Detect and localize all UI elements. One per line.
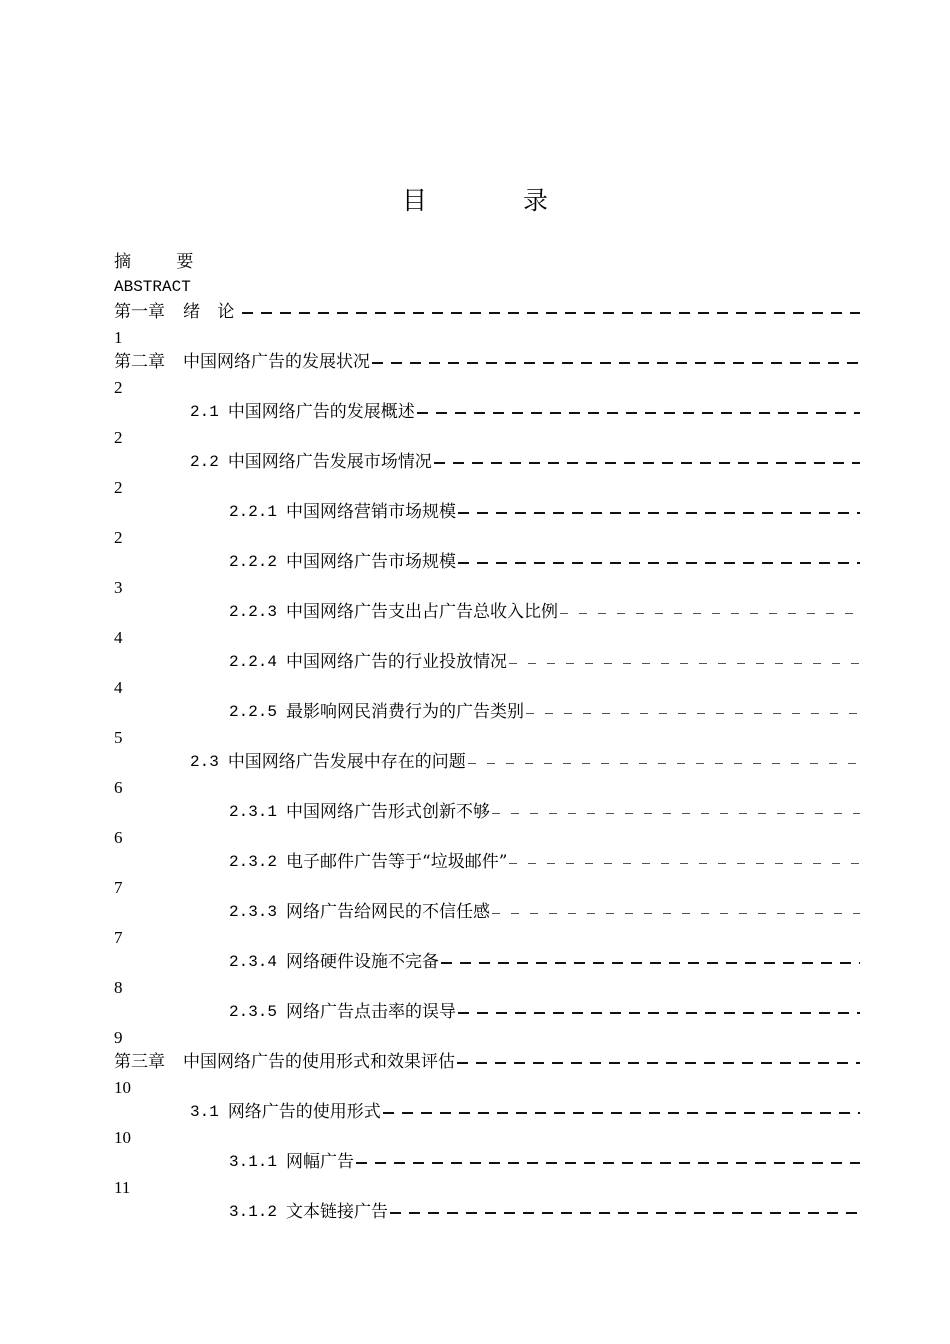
toc-entry-title: 最影响网民消费行为的广告类别 (286, 702, 525, 722)
toc-leader-dashes (458, 1012, 860, 1014)
toc-entry-title: 中国网络广告发展中存在的问题 (227, 752, 466, 772)
toc-entry-line (114, 650, 860, 675)
toc-entry-title: 中国网络广告市场规模 (286, 552, 457, 572)
toc-leader-dashes (492, 813, 860, 814)
toc-page-number: 7 (114, 878, 123, 897)
toc-page-number (114, 1225, 860, 1250)
toc-entry[interactable] (114, 400, 860, 450)
toc-entry[interactable] (114, 1100, 860, 1150)
toc-leader-dashes (383, 1112, 860, 1114)
toc-chapter-label: 第一章 (114, 302, 165, 322)
toc-entry-line (114, 950, 860, 975)
toc-leader-dashes (560, 613, 860, 614)
toc-entry-line (114, 900, 860, 925)
toc-entry-line (114, 500, 860, 525)
toc-page-number: 1 (114, 328, 123, 347)
toc-section-number: 2.3 (190, 753, 219, 771)
toc-section-number: 3.1.1 (229, 1153, 278, 1171)
toc-section-number: 2.2.3 (229, 603, 278, 621)
toc-section-number: 2.2.5 (229, 703, 278, 721)
toc-section-number: 2.3.5 (229, 1003, 278, 1021)
toc-entry-line (114, 750, 860, 775)
toc-entry-line (114, 1150, 860, 1175)
toc-entry[interactable] (114, 1000, 860, 1050)
toc-chapter-label: 第三章 (114, 1052, 165, 1072)
toc-entry-line (114, 300, 860, 325)
toc-entry-title: 中国网络广告形式创新不够 (286, 802, 491, 822)
toc-entry-line (114, 1200, 860, 1225)
table-of-contents (114, 250, 860, 1250)
toc-entry-line (114, 550, 860, 575)
toc-entry[interactable] (114, 900, 860, 950)
toc-page-number: 6 (114, 778, 123, 797)
toc-entry[interactable] (114, 500, 860, 550)
toc-page-number: 4 (114, 628, 123, 647)
toc-section-number: 2.3.1 (229, 803, 278, 821)
toc-page-number: 3 (114, 578, 123, 597)
toc-entry[interactable] (114, 850, 860, 900)
toc-entry[interactable] (114, 450, 860, 500)
toc-leader-dashes (457, 1062, 860, 1064)
toc-entry-title: 中国网络广告的使用形式和效果评估 (183, 1052, 455, 1072)
toc-leader-dashes (242, 312, 860, 314)
toc-entry-title: 中国网络广告支出占广告总收入比例 (286, 602, 559, 622)
toc-entries (114, 300, 860, 1250)
toc-entry-title: 中国网络广告的行业投放情况 (286, 652, 508, 672)
toc-item-abstract-en[interactable]: ABSTRACT (114, 278, 191, 296)
toc-entry-title: 中国网络广告发展市场情况 (227, 452, 432, 472)
toc-page-number: 7 (114, 928, 123, 947)
toc-entry-title: 网络广告点击率的误导 (286, 1002, 457, 1022)
toc-section-number: 2.1 (190, 403, 219, 421)
toc-entry-title: 中国网络营销市场规模 (286, 502, 457, 522)
toc-entry-line (114, 400, 860, 425)
toc-entry[interactable] (114, 750, 860, 800)
toc-entry-title: 文本链接广告 (286, 1202, 389, 1222)
toc-entry[interactable] (114, 700, 860, 750)
toc-entry-line (114, 850, 860, 875)
toc-leader-dashes (526, 713, 860, 714)
page-title: 目 录 (402, 186, 592, 215)
toc-chapter-label: 第二章 (114, 352, 165, 372)
toc-section-number: 3.1 (190, 1103, 219, 1121)
toc-section-number: 2.2.4 (229, 653, 278, 671)
toc-page-number: 4 (114, 678, 123, 697)
toc-entry-title: 电子邮件广告等于“垃圾邮件” (286, 852, 508, 872)
toc-leader-dashes (417, 412, 860, 414)
toc-leader-dashes (509, 663, 860, 664)
toc-entry-title: 中国网络广告的发展概述 (227, 402, 415, 422)
toc-leader-dashes (458, 562, 860, 564)
toc-page-number: 10 (114, 1078, 131, 1097)
toc-entry-title: 中国网络广告的发展状况 (183, 352, 370, 372)
toc-page-number: 9 (114, 1028, 123, 1047)
toc-page-number: 5 (114, 728, 123, 747)
toc-page-number: 2 (114, 428, 123, 447)
toc-entry[interactable] (114, 1050, 860, 1100)
toc-leader-dashes (356, 1162, 860, 1164)
toc-entry[interactable] (114, 600, 860, 650)
toc-leader-dashes (441, 962, 860, 964)
toc-section-number: 2.2 (190, 453, 219, 471)
toc-page-number: 11 (114, 1178, 131, 1197)
toc-entry[interactable] (114, 950, 860, 1000)
toc-item-abstract-cn[interactable]: 摘 要 (114, 252, 214, 272)
toc-entry-title: 网幅广告 (286, 1152, 355, 1172)
toc-page-number: 2 (114, 528, 123, 547)
toc-page-number: 6 (114, 828, 123, 847)
toc-section-number: 2.3.4 (229, 953, 278, 971)
toc-section-number: 2.3.3 (229, 903, 278, 921)
toc-entry-line (114, 1050, 860, 1075)
toc-page-number: 2 (114, 478, 123, 497)
toc-entry[interactable] (114, 350, 860, 400)
toc-leader-dashes (372, 362, 860, 364)
toc-entry-title: 绪 论 (183, 302, 241, 322)
toc-entry[interactable] (114, 650, 860, 700)
toc-entry[interactable] (114, 550, 860, 600)
toc-section-number: 3.1.2 (229, 1203, 278, 1221)
toc-entry-line (114, 600, 860, 625)
toc-entry-line (114, 450, 860, 475)
toc-entry-line (114, 800, 860, 825)
toc-page-number: 10 (114, 1128, 131, 1147)
toc-entry-line (114, 700, 860, 725)
toc-entry-title: 网络广告给网民的不信任感 (286, 902, 491, 922)
toc-entry[interactable] (114, 1200, 860, 1250)
toc-entry[interactable] (114, 1150, 860, 1200)
toc-entry[interactable] (114, 300, 860, 350)
toc-page-number: 8 (114, 978, 123, 997)
toc-leader-dashes (492, 913, 860, 914)
toc-section-number: 2.2.2 (229, 553, 278, 571)
toc-section-number: 2.2.1 (229, 503, 278, 521)
toc-leader-dashes (458, 512, 860, 514)
toc-leader-dashes (509, 863, 860, 864)
toc-section-number: 2.3.2 (229, 853, 278, 871)
toc-entry-title: 网络硬件设施不完备 (286, 952, 440, 972)
toc-leader-dashes (468, 763, 860, 764)
toc-leader-dashes (434, 462, 860, 464)
toc-leader-dashes (390, 1212, 860, 1214)
toc-entry[interactable] (114, 800, 860, 850)
toc-entry-title: 网络广告的使用形式 (227, 1102, 381, 1122)
toc-entry-line (114, 350, 860, 375)
toc-entry-line (114, 1100, 860, 1125)
toc-page-number: 2 (114, 378, 123, 397)
toc-entry-line (114, 1000, 860, 1025)
